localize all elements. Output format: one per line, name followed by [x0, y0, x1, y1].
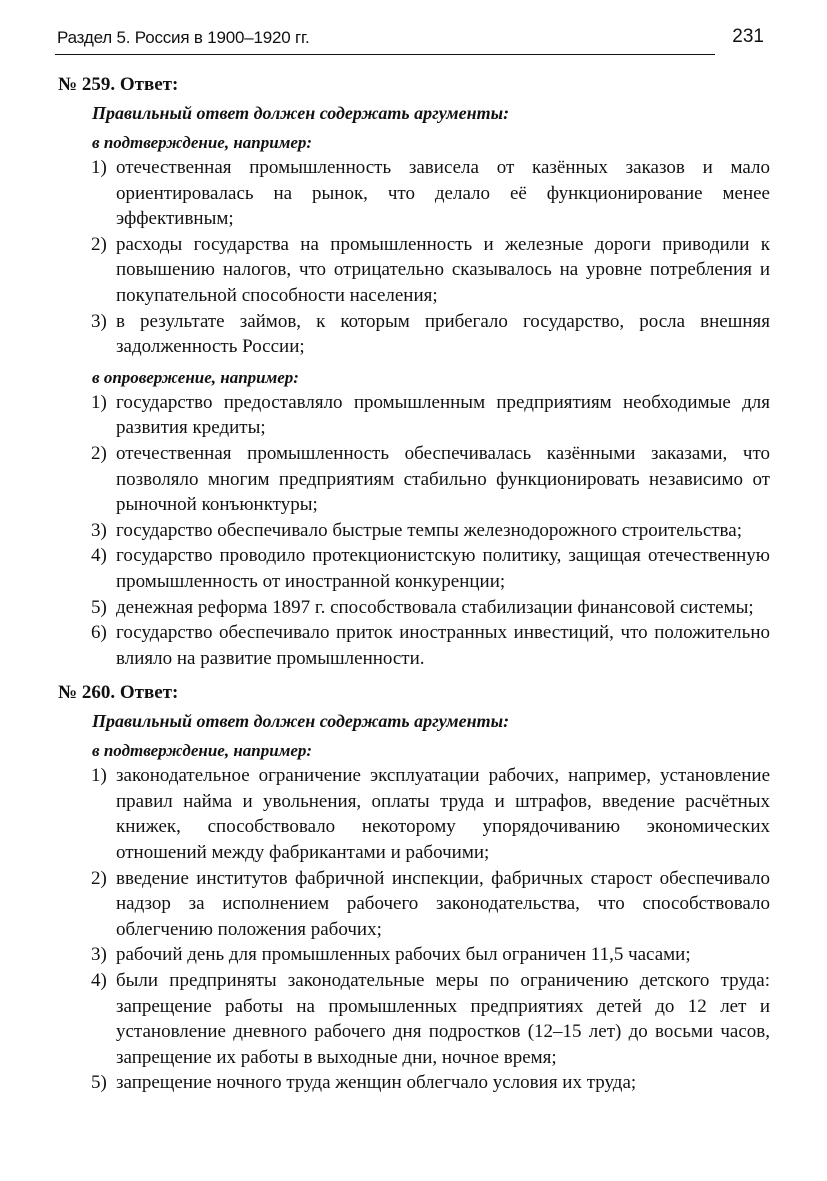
- list-item: [58, 543, 770, 594]
- item-number: 4): [91, 545, 107, 567]
- item-text: государство проводило протекционистскую политику, защищая отечественную промышленность от иностранной конкуренции;: [116, 545, 770, 592]
- list-item: [58, 1070, 770, 1096]
- list-item: [58, 441, 770, 518]
- item-number: 3): [91, 519, 107, 541]
- item-text: законодательное ограничение эксплуатации рабочих, например, установление правил найма и увольнения, оплаты труда и штрафов, введение расчётных книжек, способствовало некоторому упорядочиванию экономических отношений между фабрикантами и рабочими;: [116, 765, 770, 864]
- item-number: 2): [91, 867, 107, 889]
- task-intro: Правильный ответ должен содержать аргументы:: [92, 103, 510, 123]
- page-content: [58, 73, 770, 1096]
- list-item: [58, 968, 770, 1070]
- list-item: [58, 620, 770, 671]
- argument-list-confirm: [58, 155, 770, 360]
- item-number: 3): [91, 944, 107, 966]
- task-title: № 259. Ответ:: [58, 74, 179, 95]
- item-text: в результате займов, к которым прибегало государство, росла внешняя задолженность России;: [116, 310, 770, 358]
- item-number: 4): [91, 970, 107, 992]
- page-number: 231: [732, 26, 764, 47]
- item-number: 3): [91, 310, 107, 332]
- item-text: расходы государства на промышленность и железные дороги приводили к повышению налогов, что отрицательно сказывалось на уровне потребления и покупательной способности населения;: [116, 233, 770, 306]
- list-item: [58, 866, 770, 943]
- item-number: 2): [91, 442, 107, 464]
- item-text: государство обеспечивало приток иностранных инвестиций, что положительно влияло на развитие промышленности.: [116, 622, 770, 669]
- item-number: 5): [91, 1072, 107, 1094]
- item-text: денежная реформа 1897 г. способствовала стабилизации финансовой системы;: [116, 596, 754, 618]
- list-item: [58, 155, 770, 232]
- item-text: рабочий день для промышленных рабочих был ограничен 11,5 часами;: [116, 944, 691, 966]
- item-number: 1): [91, 765, 107, 787]
- task-intro: Правильный ответ должен содержать аргументы:: [92, 711, 510, 732]
- argument-list-confirm: [58, 763, 770, 1096]
- header-rule: [55, 54, 715, 55]
- group-title-refute: в опровержение, например:: [92, 367, 299, 387]
- group-title-confirm: в подтверждение, например:: [92, 133, 313, 152]
- item-number: 1): [91, 391, 107, 413]
- item-text: были предприняты законодательные меры по ограничению детского труда: запрещение работы на промышленных предприятиях детей до 12 лет и установление дневного рабочего дня подростков (12–15 лет) до восьми часов, запрещение их работы в выходные дни, ночное время;: [116, 970, 770, 1068]
- page-header: [55, 24, 768, 56]
- item-text: отечественная промышленность зависела от казённых заказов и мало ориентировалась на рынок, что делало её функционирование менее эффективным;: [116, 157, 770, 230]
- argument-list-refute: [58, 390, 770, 672]
- list-item: [58, 232, 770, 309]
- task-259: [58, 73, 770, 671]
- item-number: 2): [91, 233, 107, 255]
- group-title-confirm: в подтверждение, например:: [92, 741, 313, 761]
- item-text: запрещение ночного труда женщин облегчало условия их труда;: [116, 1072, 637, 1094]
- list-item: [58, 390, 770, 441]
- item-text: отечественная промышленность обеспечивалась казёнными заказами, что позволяло многим предприятиям стабильно функционировать независимо от рыночной конъюнктуры;: [116, 442, 770, 516]
- list-item: [58, 942, 770, 968]
- list-item: [58, 518, 770, 544]
- item-number: 1): [91, 157, 107, 178]
- item-number: 5): [91, 596, 107, 618]
- task-title: № 260. Ответ:: [58, 682, 179, 704]
- item-text: введение институтов фабричной инспекции, фабричных старост обеспечивало надзор за исполнением рабочего законодательства, что способствовало облегчению положения рабочих;: [116, 867, 770, 940]
- list-item: [58, 309, 770, 360]
- task-260: [58, 681, 770, 1096]
- list-item: [58, 763, 770, 865]
- section-title: Раздел 5. Россия в 1900–1920 гг.: [57, 28, 310, 47]
- item-text: государство обеспечивало быстрые темпы железнодорожного строительства;: [116, 519, 742, 541]
- item-text: государство предоставляло промышленным предприятиям необходимые для развития кредиты;: [116, 391, 770, 439]
- list-item: [58, 595, 770, 621]
- item-number: 6): [91, 622, 107, 644]
